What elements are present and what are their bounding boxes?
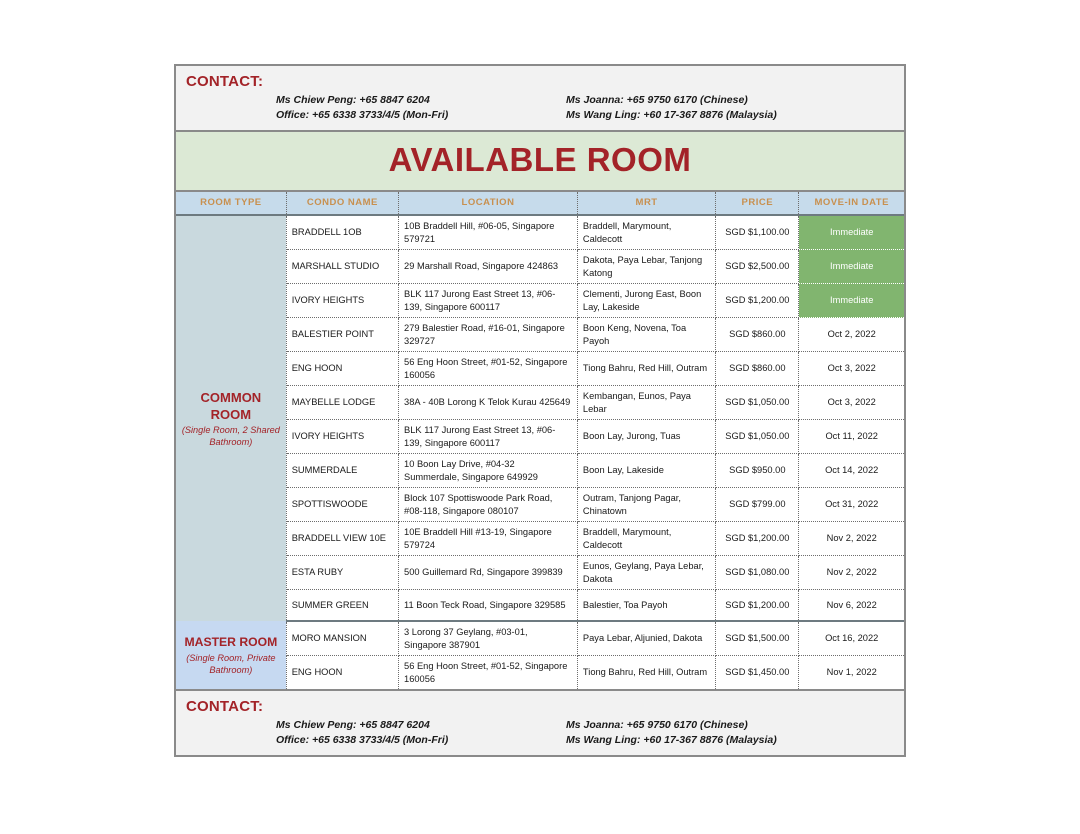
column-header-mrt: MRT [577,192,715,215]
cell-mrt: Dakota, Paya Lebar, Tanjong Katong [577,250,715,284]
table-row [176,215,904,250]
cell-condo-name: BALESTIER POINT [286,318,398,352]
contact-line-wang-ling-bottom: Ms Wang Ling: +60 17-367 8876 (Malaysia) [566,733,777,746]
cell-price: SGD $1,200.00 [716,284,799,318]
cell-mrt: Outram, Tanjong Pagar, Chinatown [577,488,715,522]
column-header-price: PRICE [716,192,799,215]
cell-mrt: Clementi, Jurong East, Boon Lay, Lakeside [577,284,715,318]
cell-mrt: Paya Lebar, Aljunied, Dakota [577,621,715,656]
column-header-room-type: ROOM TYPE [176,192,286,215]
cell-move-in-date-immediate: Immediate [799,284,904,318]
cell-location: 500 Guillemard Rd, Singapore 399839 [399,556,578,590]
cell-location: 3 Lorong 37 Geylang, #03-01, Singapore 387901 [399,621,578,656]
contact-column-right-top [566,93,777,122]
table-row [176,621,904,656]
contact-line-chiew-peng-bottom: Ms Chiew Peng: +65 8847 6204 [276,719,430,731]
column-header-move-in-date: MOVE-IN DATE [799,192,904,215]
cell-move-in-date: Oct 3, 2022 [799,352,904,386]
cell-price: SGD $1,500.00 [716,621,799,656]
cell-condo-name: SUMMER GREEN [286,590,398,622]
cell-price: SGD $1,450.00 [716,656,799,690]
cell-condo-name: IVORY HEIGHTS [286,284,398,318]
contact-columns-top [176,93,904,122]
contact-line-joanna-top: Ms Joanna: +65 9750 6170 (Chinese) [566,94,748,106]
cell-move-in-date: Nov 1, 2022 [799,656,904,690]
cell-location: 10B Braddell Hill, #06-05, Singapore 579721 [399,215,578,250]
cell-condo-name: ENG HOON [286,656,398,690]
cell-move-in-date-immediate: Immediate [799,215,904,250]
cell-location: 29 Marshall Road, Singapore 424863 [399,250,578,284]
cell-condo-name: BRADDELL VIEW 10E [286,522,398,556]
contact-line-joanna-bottom: Ms Joanna: +65 9750 6170 (Chinese) [566,719,748,731]
room-type-title: MASTER ROOM [184,635,278,649]
available-room-sheet [174,64,906,757]
cell-condo-name: MAYBELLE LODGE [286,386,398,420]
cell-move-in-date: Oct 11, 2022 [799,420,904,454]
contact-title-top: CONTACT: [186,73,264,90]
cell-price: SGD $2,500.00 [716,250,799,284]
cell-move-in-date: Nov 6, 2022 [799,590,904,622]
cell-location: 279 Balestier Road, #16-01, Singapore 329727 [399,318,578,352]
room-type-cell-master-room [176,621,286,689]
column-header-condo-name: CONDO NAME [286,192,398,215]
cell-mrt: Tiong Bahru, Red Hill, Outram [577,656,715,690]
cell-location: BLK 117 Jurong East Street 13, #06-139, Singapore 600117 [399,420,578,454]
cell-condo-name: ESTA RUBY [286,556,398,590]
cell-mrt: Boon Lay, Lakeside [577,454,715,488]
contact-block-top [176,66,904,132]
cell-condo-name: MORO MANSION [286,621,398,656]
cell-move-in-date: Oct 2, 2022 [799,318,904,352]
table-header-row [176,192,904,215]
cell-condo-name: SPOTTISWOODE [286,488,398,522]
cell-price: SGD $950.00 [716,454,799,488]
cell-move-in-date: Oct 14, 2022 [799,454,904,488]
cell-location: 38A - 40B Lorong K Telok Kurau 425649 [399,386,578,420]
contact-column-left-top [276,93,566,122]
contact-title-bottom: CONTACT: [186,698,264,715]
contact-column-right-bottom [566,718,777,747]
cell-price: SGD $860.00 [716,318,799,352]
contact-line-chiew-peng-top: Ms Chiew Peng: +65 8847 6204 [276,94,430,106]
cell-price: SGD $860.00 [716,352,799,386]
cell-location: BLK 117 Jurong East Street 13, #06-139, Singapore 600117 [399,284,578,318]
cell-mrt: Boon Lay, Jurong, Tuas [577,420,715,454]
contact-line-office-bottom: Office: +65 6338 3733/4/5 (Mon-Fri) [276,733,449,746]
column-header-location: LOCATION [399,192,578,215]
cell-move-in-date: Oct 16, 2022 [799,621,904,656]
room-type-title: COMMON ROOM [200,390,262,422]
cell-price: SGD $799.00 [716,488,799,522]
room-type-cell-common-room [176,215,286,621]
contact-line-wang-ling-top: Ms Wang Ling: +60 17-367 8876 (Malaysia) [566,108,777,121]
cell-mrt: Boon Keng, Novena, Toa Payoh [577,318,715,352]
cell-move-in-date: Nov 2, 2022 [799,556,904,590]
cell-location: 10 Boon Lay Drive, #04-32 Summerdale, Singapore 649929 [399,454,578,488]
cell-mrt: Braddell, Marymount, Caldecott [577,522,715,556]
cell-price: SGD $1,080.00 [716,556,799,590]
cell-location: 56 Eng Hoon Street, #01-52, Singapore 160056 [399,656,578,690]
cell-mrt: Eunos, Geylang, Paya Lebar, Dakota [577,556,715,590]
cell-location: 56 Eng Hoon Street, #01-52, Singapore 160056 [399,352,578,386]
cell-price: SGD $1,050.00 [716,386,799,420]
cell-condo-name: IVORY HEIGHTS [286,420,398,454]
contact-column-left-bottom [276,718,566,747]
room-listing-table [176,192,904,689]
cell-move-in-date: Oct 31, 2022 [799,488,904,522]
contact-block-bottom [176,689,904,755]
room-type-subtitle: (Single Room, 2 Shared Bathroom) [181,425,280,447]
cell-location: Block 107 Spottiswoode Park Road, #08-118, Singapore 080107 [399,488,578,522]
banner-title: AVAILABLE ROOM [388,141,692,178]
cell-location: 10E Braddell Hill #13-19, Singapore 579724 [399,522,578,556]
banner-available-room [176,132,904,192]
cell-location: 11 Boon Teck Road, Singapore 329585 [399,590,578,622]
cell-mrt: Kembangan, Eunos, Paya Lebar [577,386,715,420]
table-body [176,215,904,689]
cell-move-in-date: Nov 2, 2022 [799,522,904,556]
cell-mrt: Tiong Bahru, Red Hill, Outram [577,352,715,386]
cell-mrt: Braddell, Marymount, Caldecott [577,215,715,250]
cell-condo-name: ENG HOON [286,352,398,386]
table-header [176,192,904,215]
cell-move-in-date-immediate: Immediate [799,250,904,284]
cell-price: SGD $1,050.00 [716,420,799,454]
cell-mrt: Balestier, Toa Payoh [577,590,715,622]
cell-condo-name: BRADDELL 1OB [286,215,398,250]
cell-condo-name: MARSHALL STUDIO [286,250,398,284]
room-type-subtitle: (Single Room, Private Bathroom) [186,653,276,675]
contact-line-office-top: Office: +65 6338 3733/4/5 (Mon-Fri) [276,108,449,121]
cell-price: SGD $1,200.00 [716,522,799,556]
cell-price: SGD $1,200.00 [716,590,799,622]
cell-condo-name: SUMMERDALE [286,454,398,488]
contact-columns-bottom [176,718,904,747]
cell-price: SGD $1,100.00 [716,215,799,250]
cell-move-in-date: Oct 3, 2022 [799,386,904,420]
